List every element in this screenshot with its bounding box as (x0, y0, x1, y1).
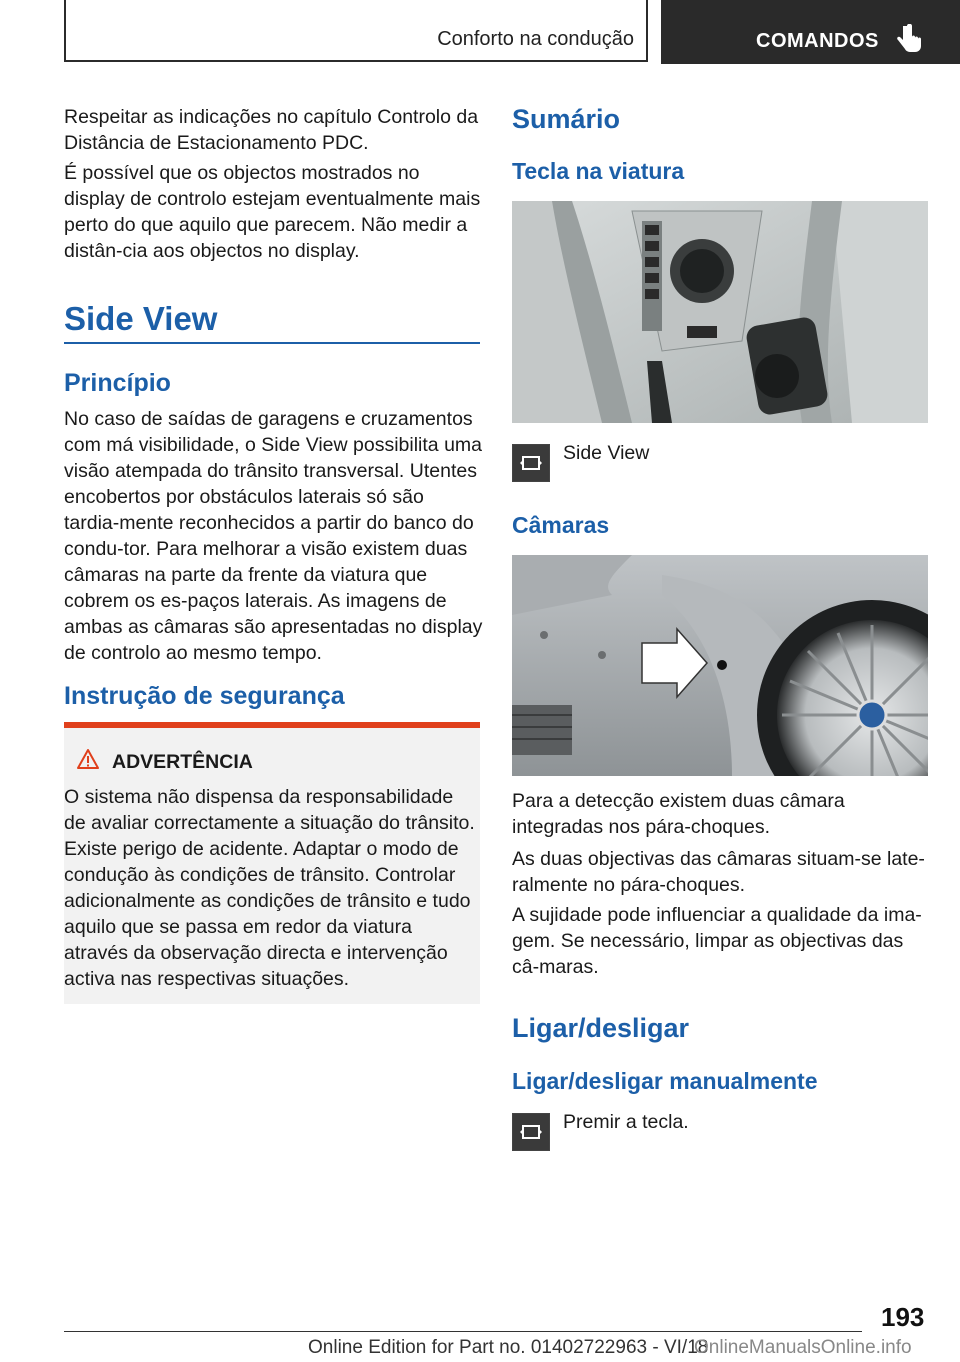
header-section-title: Conforto na condução (437, 28, 634, 50)
cameras-paragraph-2: As duas objectivas das câmaras situam-se late-ralmente no pára-choques. (512, 848, 925, 896)
safety-heading: Instrução de segurança (64, 682, 345, 710)
manual-heading: Ligar/desligar manualmente (512, 1068, 818, 1094)
warning-paragraph: O sistema não dispensa da responsabilidade de avaliar correctamente a situação do trânsito. Existe perigo de acidente. Adaptar o modo de condução às condições de trânsito. Controlar adicionalmente as condições de trânsito e tudo aquilo que se passa em redor da viatura através da observação directa e intervenção activa nas respectivas situações. (64, 786, 475, 990)
warning-label: ADVERTÊNCIA (112, 751, 253, 773)
warning-triangle-icon (76, 748, 100, 770)
side-view-key-icon (512, 444, 550, 482)
header-section-tab (64, 0, 648, 62)
footer-rule (64, 1331, 862, 1332)
cameras-paragraph-1: Para a detecção existem duas câmara integradas nos pára-choques. (512, 790, 845, 838)
title-rule (64, 342, 480, 344)
summary-heading: Sumário (512, 104, 621, 134)
onoff-heading: Ligar/desligar (512, 1013, 690, 1043)
side-view-key-icon-2 (512, 1113, 550, 1151)
bumper-camera-photo (512, 555, 928, 776)
header-chapter-tab (661, 0, 960, 64)
cameras-heading: Câmaras (512, 512, 610, 538)
warning-box (64, 728, 480, 1004)
watermark: OnlineManualsOnline.info (694, 1337, 912, 1358)
key-label: Side View (563, 442, 650, 464)
manual-instruction: Premir a tecla. (563, 1111, 689, 1133)
console-key-photo (512, 201, 928, 423)
page-title: Side View (64, 300, 218, 337)
page-number: 193 (881, 1302, 925, 1332)
intro-paragraph-2: É possível que os objectos mostrados no display de controlo estejam eventualmente mais perto do que aquilo que parecem. Não medir a distân-cia aos objectos no display. (64, 162, 481, 262)
pointing-hand-icon (897, 24, 923, 54)
cameras-paragraph-3: A sujidade pode influenciar a qualidade da ima-gem. Se necessário, limpar as objectivas das câ-maras. (512, 904, 922, 978)
key-heading: Tecla na viatura (512, 158, 685, 184)
principle-heading: Princípio (64, 369, 171, 397)
principle-paragraph: No caso de saídas de garagens e cruzamentos com má visibilidade, o Side View possibilita uma visão atempada do trânsito transversal. Utentes encobertos por obstáculos laterais só são tardia-mente reconhecidos a partir do banco do condu-tor. Para melhorar a visão existem duas câmaras na parte da frente da viatura que cobrem os es-paços laterais. As imagens de ambas as câmaras são apresentadas no display de controlo ao mesmo tempo. (64, 408, 483, 664)
header-chapter-title: COMANDOS (756, 30, 879, 52)
intro-paragraph-1: Respeitar as indicações no capítulo Controlo da Distância de Estacionamento PDC. (64, 106, 479, 154)
footer-edition: Online Edition for Part no. 01402722963 - VI/18 (308, 1337, 709, 1358)
